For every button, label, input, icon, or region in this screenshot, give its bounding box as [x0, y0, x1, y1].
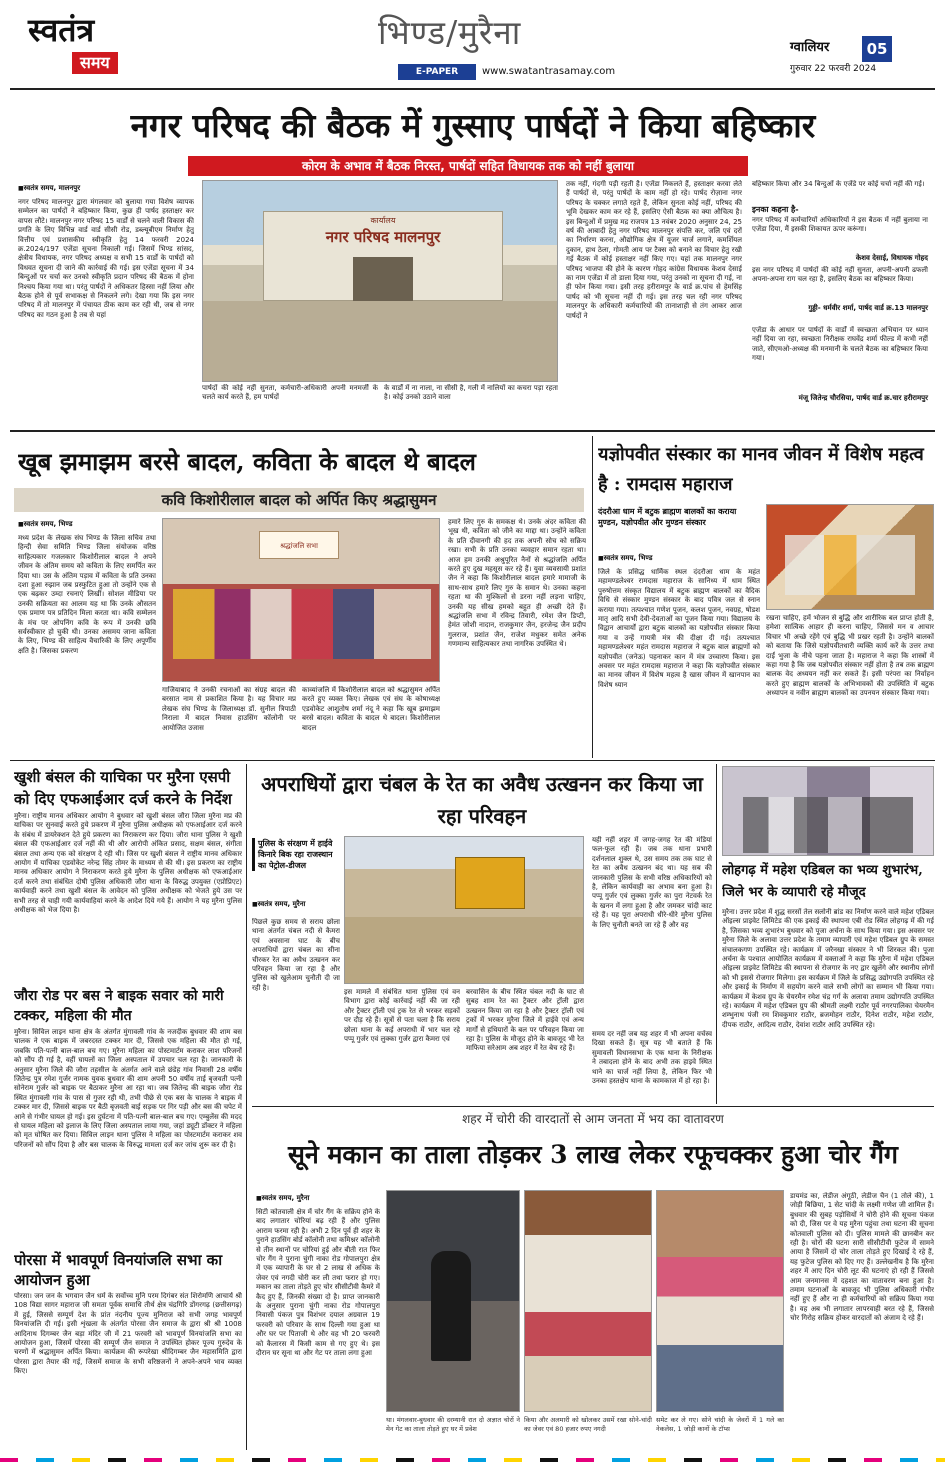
photo-banner: श्रद्धांजलि सभा	[259, 531, 339, 559]
lead-speaker-1: केशव देसाई, विधायक गोहद	[855, 254, 928, 262]
chambal-col3: बरवासिन के बीच स्थित चंबल नदी के घाट से सुबह शाम रेत का ट्रैक्टर और ट्रॉली द्वारा उत्खनन किया जा रहा है और ट्रैक्टर ट्रॉली एवं ट्रकों में भरकर मुरैना जिले में हाईवे एवं अन्य मार्गों से हथियारों के बल पर परिवहन किया जा रहा है। पुलिस के मौजूद होने के बावजूद भी रेत माफिया सरेआम अब शहर में रेत बेच रहे हैं।	[466, 988, 584, 1053]
lead-bottom-rule	[10, 430, 935, 432]
lead-col5-top: बहिष्कार किया और 34 बिन्दुओं के एजेंडे पर कोई चर्चा नहीं की गई।	[752, 180, 925, 188]
yagyopavit-col1: जिले के प्रसिद्ध धार्मिक स्थल दंदरौआ धाम के महंत महामण्डलेश्वर रामदास महाराज के सानिध्य में धाम स्थित पुरुषोत्तम संस्कृत विद्यालय में बटुक ब्राह्मण बालकों का वैदिक विधि से संस्कार मुण्डन संस्कार के बाद पवित्र जल से स्नान कराया गया। तत्पश्चात गणेश पूजन, कलश पूजन, नवग्रह, षोडश मातृ आदि सभी देवी-देवताओं का पूजन किया गया। विद्यालय के विद्वान आचार्यों द्वारा बटुक बालकों का यज्ञोपवीत संस्कार किया गया व उन्हें गायत्री मंत्र की दीक्षा दी गई। तत्पश्चात महामण्डलेश्वर महंत रामदास महाराज ने बटुक बाल ब्राह्मणों को यज्ञोपवीत (जनेऊ) पहनाकर कान में मंत्र उच्चारण किया। इस अवसर पर महंत रामदास महाराज ने कहा कि यज्ञोपवीत संस्कार का मानव जीवन में विशेष महत्व है खास जीवन में खानपान का विशेष ध्यान	[598, 568, 760, 689]
ransacked-photo-1	[524, 1190, 652, 1412]
sand-mound	[345, 917, 584, 984]
lead-quote-2: इस नगर परिषद में पार्षदों की कोई नहीं सुनता, अपनी-अपनी ढफली अपना-अपना राग चल रहा है, इसलिए बैठक का बहिष्कार किया।	[752, 266, 928, 284]
jaura-body: मुरैना। सिविल लाइन थाना क्षेत्र के अंतर्गत मुंगावली गांव के नजदीक बुधवार की शाम बस चालक ने एक बाइक में जबरदस्त टक्कर मार दी, जिससे एक महिला की मौत हो गई, जबकि पति-पत्नी बाल-बाल बच गए। मुरैना महिला का पोस्टमार्टम कराकर लाश परिजनों को सौंप दी गई है, वहीं घायलों का जिला अस्पताल में उपचार चल रहा है। जानकारी के अनुसार मुरैना जिले की जौरा तहसील के अंतर्गत आने वाले छंडेह गांव निवासी 28 वर्षीय जितेन्द्र पुत्र रमेश गुर्जर नामक युवक बुधवार की शाम अपनी 50 वर्षीय ताई बृजवती पत्नी सोनेराम गुर्जर को बाइक पर बैठाकर मुरैना आ रहा था। जब जितेन्द्र की बाइक जौरा रोड स्थित मुंगावली गांव के पास से गुजर रही थी, तभी पीछे से एक बस के चालक ने बाइक में टक्कर मार दी, जिससे बाइक पर बैठी बृजवती बाई सड़क पर गिर पड़ी और बस की चपेट में आने से गंभीर घायल हो गई। इस दुर्घटना में पति-पत्नी बाल-बाल बच गए। एम्बुलेंस की मदद से घायल महिला को इलाज के लिए जिला अस्पताल लाया गया, जहां ड्यूटी डॉक्टर ने महिला को मृत घोषित कर दिया। सिविल लाइन थाना पुलिस ने महिला का पोस्टमार्टम कराकर शव परिजनों को सौंप दिया है और बस चालक के विरुद्ध मामला दर्ज कर जांच शुरू कर दी है।	[14, 1028, 242, 1149]
chambal-dateline: ■ स्वतंत्र समय, मुरैना	[252, 900, 342, 909]
ransacked-photo-2	[656, 1190, 784, 1412]
chori-caption-2: किया और अलमारी को खोलकर उसमें रखा सोने-चांदी का जेवर एवं 80 हजार रुपए नगदी	[524, 1416, 652, 1433]
lead-col5-head: इनका कहना है-	[752, 205, 799, 214]
chori-dateline: ■ स्वतंत्र समय, मुरैना	[256, 1194, 376, 1203]
yagyopavit-kicker: दंदरौआ धाम में बटुक ब्राह्मण बालकों का कराया मुण्डन, यज्ञोपवीत और मुण्डन संस्कार	[598, 507, 737, 527]
mid-rule	[10, 760, 935, 761]
chambal-vertical-rule	[716, 764, 717, 1104]
site-url[interactable]: www.swatantrasamay.com	[482, 66, 616, 77]
masthead-rule	[10, 88, 935, 90]
poetry-under-1: गाजियाबाद ने उनकी रचनाओं का संग्रह बादल की बरसात नाम से प्रकाशित किया है। यह विचार मप्र लेखक संघ भिण्ड के जिलाध्यक्ष डॉ. सुनील त्रिपाठी निराला में बादल निवास हाउसिंग कॉलोनी पर आयोजित उजास	[162, 686, 296, 732]
poetry-dateline: ■ स्वतंत्र समय, भिण्ड	[18, 520, 158, 529]
chori-col2: डायमंड का, लेडीज अंगूठी, लेडीज चैन (1 तोले की), 1 जोड़ी बिछिया, 1 सेट चांदी के लक्ष्मी गणेश जी शामिल हैं। बुधवार की सुबह पड़ोसियों ने चोरी होने की सूचना पंकज को दी, जिस पर वे यह मुरैना पहुंचा तथा घटना की सूचना कोतवाली पुलिस को दी। पुलिस मामले की छानबीन कर रही है। चोरों की घटना सारी सीसीटीवी फुटेज में सामने आया है जिसमें दो चोर ताला तोड़ते हुए दिखाई दे रहे हैं, यह फुटेज पुलिस को दिए गए हैं। उल्लेखनीय है कि मुरैना शहर में आए दिन चोरी लूट की घटनाएं हो रही हैं जिससे आम जनमानस में दहशत का वातावरण बना हुआ है। तमाम घटनाओं के बावजूद भी पुलिस अधिकारी गंभीर नहीं हुए हैं और ना ही कर्मचारियों को सक्रिय किया गया है। वह अब भी लगातार लापरवाही बरत रहे हैं, जिससे चोर गिरोह सक्रिय होकर वारदातों को अंजाम दे रहे हैं।	[790, 1192, 934, 1323]
poetry-col4: हमारे लिए गुरु के समकक्ष थे। उनके अंदर कविता की भूख थी, कविता को जीने का माद्दा था। उन्होंने कविता के प्रति दीवानगी की हद तक अपनी सोच को सक्रिय रखा। सभी के प्रति उनका व्यवहार समान रहता था। आज हम उनकी अश्रुपूरित नैनों से श्रद्धांजलि अर्पित करते हुए दुख महसूस कर रहे हैं। युवा व्यवसायी प्रशांत जैन ने कहा कि किशोरीलाल बादल हमारे मामाजी के साथ-साथ हमारे लिए गुरु के समान थे। उनका कहना रहता था की मुश्किलों से डरना नहीं लड़ना चाहिए, उनकी यह सीख हमको बहुत ही अच्छी देते हैं। श्रद्धांजलि सभा में रविन्द्र तिवारी, रमेश जैन डिप्टी, हेमंत जोशी नादान, राजकुमार जैन, हरजेन्द्र जैन प्रदीप गुलराज, प्रशांत जैन, राजेश मधुकर समेत अनेक गणमान्य साहित्यकार तथा नागरिक उपस्थित थे।	[448, 518, 586, 649]
stage-people	[743, 797, 913, 853]
lead-col3-under: के वार्डों में ना नाला, ना सीसी है, गली में नालियों का कचरा पड़ा रहता है। कोई उनको उठाने वाला	[384, 384, 558, 402]
logo	[28, 10, 148, 76]
registration-strip	[0, 1458, 945, 1462]
chambal-sidebar: पुलिस के संरक्षण में हाईवे किनारे बिक रहा राजस्थान का पेट्रोल-डीजल	[252, 838, 340, 871]
masthead	[0, 0, 945, 86]
logo-top: स्वतंत्र	[28, 11, 95, 49]
jaura-headline: जौरा रोड पर बस ने बाइक सवार को मारी टक्कर, महिला की मौत	[14, 988, 224, 1024]
lead-col4: तक नहीं, गंदगी पड़ी रहती है। एजेंडा निकलते हैं, हस्ताक्षर करवा लेते हैं पार्षदों से, परंतु पार्षदों के काम नहीं हो रहे। पार्षद रोज़ाना नगर परिषद के चक्कर लगाते रहते हैं, लेकिन सुनता कोई नहीं, परिषद की भूमि देखकर काम कर रहे हैं, इसलिए ऐसी बैठक का क्या औचित्य है। इस बिन्दुओं में प्रमुख मद्र राजपत्र 13 नवंबर 2020 अनुसार 24, 25 वर्ष की आबादी हेतु नगर परिषद मालनपुर संपत्ति कर, जलि एवं दरों का निर्धारण करना, औद्योगिक क्षेत्र में यूजर चार्ज लगाने, कमर्शियल दुकान, हाथ ठेला, गोमती आय पर टैक्स को बनाने का विचार हेतु रखी गई बैठक में कोई हस्ताक्षर नहीं किए गए। यहां तक मालनपुर नगर परिषद भाजपा की होने के कारण गोहद कांग्रेस विधायक केशव देसाई का नाम एजेंडा में तो डाला दिया गया, परंतु उनको ना सूचना दी गई, ना ही फोन किया गया। इसी तरह हरीरामपुर के वार्ड क्र.पांच से हेमसिंह पार्षद को भी सूचना नहीं दी गई। इस तरह चल रही नगर परिषद मालनपुर के अधिकारी कर्मचारियों की तानाशाही से तंग आकर आज पार्षदों ने	[566, 180, 742, 320]
chambal-photo	[344, 836, 584, 984]
chori-headline: सूने मकान का ताला तोड़कर 3 लाख लेकर रफूचक्कर हुआ चोर गैंग	[288, 1140, 898, 1169]
poetry-vertical-rule	[592, 436, 593, 758]
chambal-col1: पिछले कुछ समय से सराय छोला थाना अंतर्गत चंबल नदी से कैमरा एवं अवसाना घाट के बीच अपराधियों द्वारा चंबल का सीना चीरकर रेत का अवैध उत्खनन कर परिवहन किया जा रहा है और पुलिस को खुलेआम चुनौती दी जा रही है।	[252, 918, 340, 992]
lead-quote-3: एजेंडा के आधार पर पार्षदों के वार्डों में स्वच्छता अभियान पर ध्यान नहीं दिया जा रहा, स्वच्छता निरीक्षक राघवेंद्र शर्मा फील्ड में कभी नहीं जाते, सीएमओ-अध्यक्ष की मनमानी के चलते बैठक का बहिष्कार किया गया।	[752, 326, 928, 363]
poetry-under-2: काव्यांजलि में किशोरीलाल बादल को श्रद्धासुमन अर्पित करते हुए व्यक्त किए। लेखक एवं संघ के कोषाध्यक्ष एडवोकेट आशुतोष शर्मा नंदू ने कहा कि खूब झमाझम बरसे बादल। कविता के बादल थे बादल। किशोरीलाल बादल	[302, 686, 440, 732]
logo-bottom: समय	[72, 52, 118, 74]
chori-caption-3: समेट कर ले गए। सोने चांदी के जेवरों में 1 गले का नेकलेस, 1 जोड़ी कानों के टॉप्स	[656, 1416, 784, 1433]
yagyopavit-col2: रखना चाहिए, हमें भोजन से बुद्धि और शारीरिक बल प्राप्त होती है, हमेशा सात्विक आहार ही करना चाहिए, जिससे मन व आचार विचार भी अच्छे रहेंगे एवं बुद्धि भी प्रखर रहती है। उन्होंने बालकों को बताया कि जिसे यज्ञोपवीतधारी व्यक्ति कार्य करें के उत्तर तथा दाईं भुजा के नीचे पहना जाता है। महाराज ने कहा कि शास्त्रों में कहा गया है कि जब यज्ञोपवीत संस्कार नहीं होता है तब तक ब्राह्मण बालक वेद अध्ययन नहीं कर सकते हैं। इसी परंपरा का निर्वाहन करते हुए ब्राह्मण बालकों के अभिभावकों की उपस्थिति में बटुक अध्यापन व नवीन ब्राह्मण बालकों का उपनयन संस्कार किया गया।	[766, 614, 934, 698]
ritual-figures	[785, 535, 915, 595]
poetry-col1: मध्य प्रदेश के लेखक संघ भिण्ड के जिला सचिव तथा हिन्दी सेवा समिति भिण्ड जिला संयोजक वरिष्ठ साहित्यकार गजलकार किशोरीलाल बादल ने अपने जीवन के अंतिम समय को कविता के लिए समर्पित कर दिया था। उस के अंतिम पड़ाव में कविता के प्रति उनका दशा हुआ रुझान जब प्रस्फुटित हुआ तो उन्होंने एक से एक बढ़कर उम्दा रचनाएं लिखीं। सोशल मीडिया पर उनकी सक्रियता का आलम यह था कि उनके औसतन एक प्रमाण पत्र प्रतिदिन मिला करता था। कवि सम्मेलन के मंच पर ओपनिंग कवि के रूप में उनकी छवि सर्वस्वीकार हो चुकी थी। उनका असमय जाना कविता के लिए, भिण्ड की साहित्य वैचारिकी के लिए अपूर्णीय क्षति है। जिसका प्रकरण	[18, 534, 156, 655]
porsa-body: पोरसा। जन जन के भगवान जैन धर्म के सर्वोच्च मुनि परम दिगंबर संत शिरोमणि आचार्य श्री 108 विद्या सागर महाराज जी समता पूर्वक समाधि तीर्थ क्षेत्र चंद्रगिरि डोंगरगढ़ (छत्तीसगढ़) में हुई, जिससे सम्पूर्ण देश के प्रांत नंदनीय पूज्य मुनिराज को सभी जगह भावपूर्ण विनयांजलि दी गई। इसी शृंखला के अंतर्गत पोरसा जैन समाज के द्वारा श्री श्री 1008 आदिनाथ दिगम्बर जैन बड़ा मंदिर जी में 21 फरवरी को भावपूर्ण विनयांजलि सभा का आयोजन हुआ, जिसमें पोरसा की सम्पूर्ण जैन समाज ने उपस्थित होकर पूज्य गुरुदेव के चरणों में श्रद्धासुमन अर्पित किया। कार्यक्रम की रूपरेखा श्रीदिगम्बर जैन महासमिति द्वारा पोरसा द्वारा तैयार की गई, जिसमें समाज के सभी वरिष्ठजनों ने अपने-अपने भाव व्यक्त किए।	[14, 1292, 242, 1376]
chambal-headline: अपराधियों द्वारा चंबल के रेत का अवैध उत्खनन कर किया जा रहा परिवहन	[261, 772, 703, 828]
chori-top-rule	[252, 1106, 934, 1107]
lead-quote-1: नगर परिषद में कर्मचारियों अधिकारियों ने इस बैठक में नहीं बुलाया ना एजेंडा दिया, मैं इसकी शिकायत ऊपर करूंगा।	[752, 216, 928, 234]
porsa-headline: पोरसा में भावपूर्ण विनयांजलि सभा का आयोजन हुआ	[14, 1251, 223, 1289]
chori-caption-1: था। मंगलवार-बुधवार की दरम्यानी रात दो अज्ञात चोरों ने मेन गेट का ताला तोड़ते हुए घर में प्रवेश	[386, 1416, 520, 1433]
epaper-badge: E-PAPER	[398, 64, 476, 80]
page-number: 05	[862, 36, 892, 62]
excavator	[455, 857, 525, 909]
lead-col1: नगर परिषद मालनपुर द्वारा मंगलवार को बुलाया गया विशेष व्यापक सम्मेलन का पार्षदों ने बहिष्कार किया, कुछ ही पार्षद हस्ताक्षर कर वापस लौटे। मालनपुर नगर परिषद 15 वार्डों से चलने वाली विकास की प्रगति के लिए विभिन्न वार्ड वार्ड सीसी रोड, डब्ल्यूबीएम निर्माण हेतु वित्तीय एवं प्रशासकीय स्वीकृति हेतु 14 फरवरी 2024 क्र.2024/197 एजेंडा सूचना निकाली गई। जिसमें भिण्ड सांसद, क्षेत्रीय विधायक, नगर परिषद अध्यक्ष व सभी 15 वार्डों के पार्षदों को विधवत सूचना दी जाने की कार्रवाई की गई। इस एजेंडा सूचना में 34 बिन्दुओं पर चर्चा कर उनको स्वीकृति प्रदान परिषद की बैठक में होना निश्चय किया गया था। परंतु पार्षदों ने अधिकतर हिस्सा नहीं लिया और बैठक होने से पूर्व सभाकक्ष से निकलने लगे। देखा गया कि इस नगर परिषद में तो मालनपुर में पंचायत ठीक काम कर रही थी, जब से नगर परिषद का गठन हुआ है तब से यहां	[18, 198, 194, 319]
poetry-headline: खूब झमाझम बरसे बादल, कविता के बादल थे बादल	[18, 447, 476, 476]
left-vertical-rule	[246, 764, 247, 1450]
yagyopavit-dateline: ■ स्वतंत्र समय, भिण्ड	[598, 554, 758, 563]
poetry-subhead: कवि किशोरीलाल बादल को अर्पित किए श्रद्धासुमन	[14, 488, 584, 512]
chambal-col4: समय दर नहीं जब यह शहर में भी अपना वर्चस्व दिखा सकते हैं। सूत्र यह भी बताते हैं कि सुमावली विधानसभा के एक थाना के निरीक्षक ने तबादला होने के बाद अभी तक हाइवे स्थित थाने का चार्ज नहीं लिया है, लेकिन फिर भी उनका हस्तक्षेप थाना के कामकाज में हो रहा है।	[592, 1030, 712, 1086]
lohagarh-photo	[722, 766, 934, 856]
intruder-figure	[431, 1251, 471, 1361]
building-doorway	[353, 257, 413, 301]
chambal-col5: यही नहीं शहर में जगह-जगह रेत की मंडियां फल-फूल रही हैं। जब तक थाना प्रभारी दर्शनलाल शुक्ल थे, उस समय तक तक घाट से रेत का अवैध उत्खनन बंद था। यह सब की जानकारी पुलिस के सभी वरिष्ठ अधिकारियों को है, लेकिन कार्यवाही का अभाव बना हुआ है। पप्पू गुर्जर एवं लुक्का गुर्जर का पुरा नेटवर्क रेत के खनन में लगा हुआ है और जमकर चांदी काट रहे हैं। यह पूरा अपराधी धीरे-धीरे मुरैना पुलिस के लिए चुनौती बनते जा रहे हैं और वह	[592, 836, 712, 929]
issue-date: गुरुवार 22 फरवरी 2024	[790, 64, 877, 74]
yagyopavit-headline: यज्ञोपवीत संस्कार का मानव जीवन में विशेष महत्व है : रामदास महाराज	[598, 444, 924, 495]
chori-col1: सिटी कोतवाली क्षेत्र में चोर गैंग के सक्रिय होने के बाद लगातार चोरियां बढ़ रही हैं और पुलिस आराम फरमा रही है। अभी 2 दिन पूर्व ही शहर के पुराने हाउसिंग बोर्ड कॉलोनी तथा कमिश्नर कॉलोनी से तीन स्थानों पर चोरियां हुई और बीती रात फिर चोर गैंग ने पुराना चुंगी नाका रोड गोपालपुरा क्षेत्र में एक व्यापारी के घर से 2 लाख से अधिक के जेवर एवं नगदी चोरी कर ली तथा फरार हो गए। मकान का ताला तोड़ते हुए चोर सीसीटीवी कैमरे में कैद हुए हैं, जिनकी संख्या दो है। प्राप्त जानकारी के अनुसार पुराना चुंगी नाका रोड गोपालपुरा निवासी पंकज पुत्र विशंभर दयाल अग्रवाल 19 फरवरी को परिवार के साथ दिल्ली गया हुआ था और घर पर पिताजी थे और वह भी 20 फरवरी को कैलारस में किसी काम से गए हुए थे। इस दौरान घर सूना था और गेट पर ताला लगा हुआ	[256, 1208, 380, 1358]
lead-speaker-2: गुड्डी- धर्मवीर शर्मा, पार्षद वार्ड क्र.13 मालनपुर	[808, 304, 928, 312]
seated-group	[173, 589, 431, 659]
lohagarh-body: मुरैना। उत्तर प्रदेश में शुद्ध सरसों तेल सलोनी ब्रांड का निर्माण करने वाले महेश एडिबल ऑइल्स प्राइवेट लिमिटेड की एक इकाई की स्थापना एबी रोड स्थित लोहगढ़ में की गई है, जिसका भव्य शुभारंभ बुधवार को पूजा अर्चना के साथ किया गया। इस अवसर पर मुरैना जिले के अलावा उत्तर प्रदेश के तमाम व्यापारी एवं महेश एडिबल ग्रुप के समस्त संचालकगण उपस्थित रहे। कार्यक्रम में जरैनखा संस्कार ने भी शिरकत की। पूजा अर्चना के पश्चात आयोजित कार्यक्रम में वक्ताओं ने कहा कि मुरैना में महेश एडिबल ऑइल्स प्राइवेट लिमिटेड की स्थापना से रोजगार के नए द्वार खुलेंगे और स्थानीय लोगों को भी इससे रोजगार मिलेगा। इस कार्यक्रम में जिले के प्रसिद्ध उद्योगपति उपस्थित रहे और इकाई के निर्माण में सहयोग करने वाले सभी लोगों का सम्मान भी किया गया। कार्यक्रम में केशव ग्रुप के चेयरमैन रमेश चंद्र गर्ग के अलावा तमाम उद्योगपति उपस्थित रहे। कार्यक्रम में महेश एडिबल ग्रुप की श्रीमती लक्ष्मी राठौर पूर्व नगरपालिका चेयरमैन शम्भुनाथ पंजी रम शिवकुमार राठौर, ब्रजमोहन राठौर, दिनेश राठौर, महेश राठौर, दीपक राठौर, आदित्य राठौर, देवांश राठौर आदि उपस्थित रहे।	[722, 908, 934, 1029]
cctv-photo	[386, 1190, 520, 1412]
yagyopavit-photo	[766, 504, 934, 610]
poetry-photo	[162, 518, 440, 682]
lead-subhead: कोरम के अभाव में बैठक निरस्त, पार्षदों सहित विधायक तक को नहीं बुलाया	[188, 156, 748, 176]
chori-kicker: शहर में चोरी की वारदातों से आम जनता में भय का वातावरण	[462, 1112, 724, 1126]
lead-speaker-3: मंजू जितेन्द्र चौरसिया, पार्षद वार्ड क्र.चार हरीरामपुर	[798, 394, 928, 402]
lohagarh-headline: लोहगढ़ में महेश एडिबल का भव्य शुभारंभ, जिले भर के व्यापारी रहे मौजूद	[722, 863, 923, 900]
city-label: ग्वालियर	[790, 40, 830, 55]
edition-title: भिण्ड/मुरैना	[378, 13, 522, 52]
lead-dateline: ■ स्वतंत्र समय, मालनपुर	[18, 184, 198, 193]
chambal-col2: इस मामले में संबंधित थाना पुलिस एवं वन विभाग द्वारा कोई कार्रवाई नहीं की जा रही और ट्रैक्टर ट्रॉली एवं ट्रक रेत से भरकर सड़कों पर दौड़ रहे हैं। सूत्रों से पता चला है कि सराय छोला थाना के कई अपराधी में भार चल रहे पप्पू गुर्जर एवं लुक्का गुर्जर द्वारा कैमरा एवं	[344, 988, 460, 1044]
khushi-body: मुरैना। राष्ट्रीय मानव अधिकार आयोग ने बुधवार को खुशी बंसल जौरा जिला मुरैना मप्र की याचिका पर सुनवाई करते हुये प्रकरण में मुरैना पुलिस अधीक्षक को एफआईआर दर्ज करने के संबंध में डायरेक्शन देते हुये प्रकरण का निराकरण कर दिया। जौरा थाना पुलिस ने खुशी बंसल की एफआईआर दर्ज नहीं की थी और आरोपी अंकित प्रसाद, सक्षम बंसल, संगीता बंसल तथा अन्य एक को संरक्षण दे रही थी। जिस पर खुशी बंसल ने राष्ट्रीय मानव अधिकार आयोग में याचिका एडवोकेट नरेन्द्र सिंह तोमर के माध्यम से की थी। इस प्रकरण का राष्ट्रीय मानव अधिकार आयोग ने निराकरण करते हुये मुरैना के पुलिस अधीक्षक को एफआईआर दर्ज करने तथा संबंधित दोषी पुलिस अधिकारी जौरा थाना के विरुद्ध उपयुक्त (एप्रोप्रिएट) कार्यवाही करने तथा खुशी बंसल के आवेदन को पुलिस अधीक्षक को भेजते हुये उस पर सभी तरह से चाही गयी कार्यवाहियां करने के आदेश दिये गये हैं। आयोग ने यह मुरैना पुलिस अधीक्षक को भेज दिया है।	[14, 812, 242, 915]
lead-col2-under: पार्षदों की कोई नहीं सुनता, कर्मचारी-अधिकारी अपनी मनमर्जी के चलते कार्य करते हैं, हम पार्षदों	[202, 384, 378, 402]
lead-photo	[202, 180, 558, 382]
khushi-headline: खुशी बंसल की याचिका पर मुरैना एसपी को दिए एफआईआर दर्ज करने के निर्देश	[14, 768, 232, 808]
photo-sign: नगर परिषद मालनपुर	[325, 228, 441, 246]
lead-headline: नगर परिषद की बैठक में गुस्साए पार्षदों ने किया बहिष्कार	[130, 106, 816, 145]
photo-sign-top: कार्यालय	[370, 216, 396, 225]
